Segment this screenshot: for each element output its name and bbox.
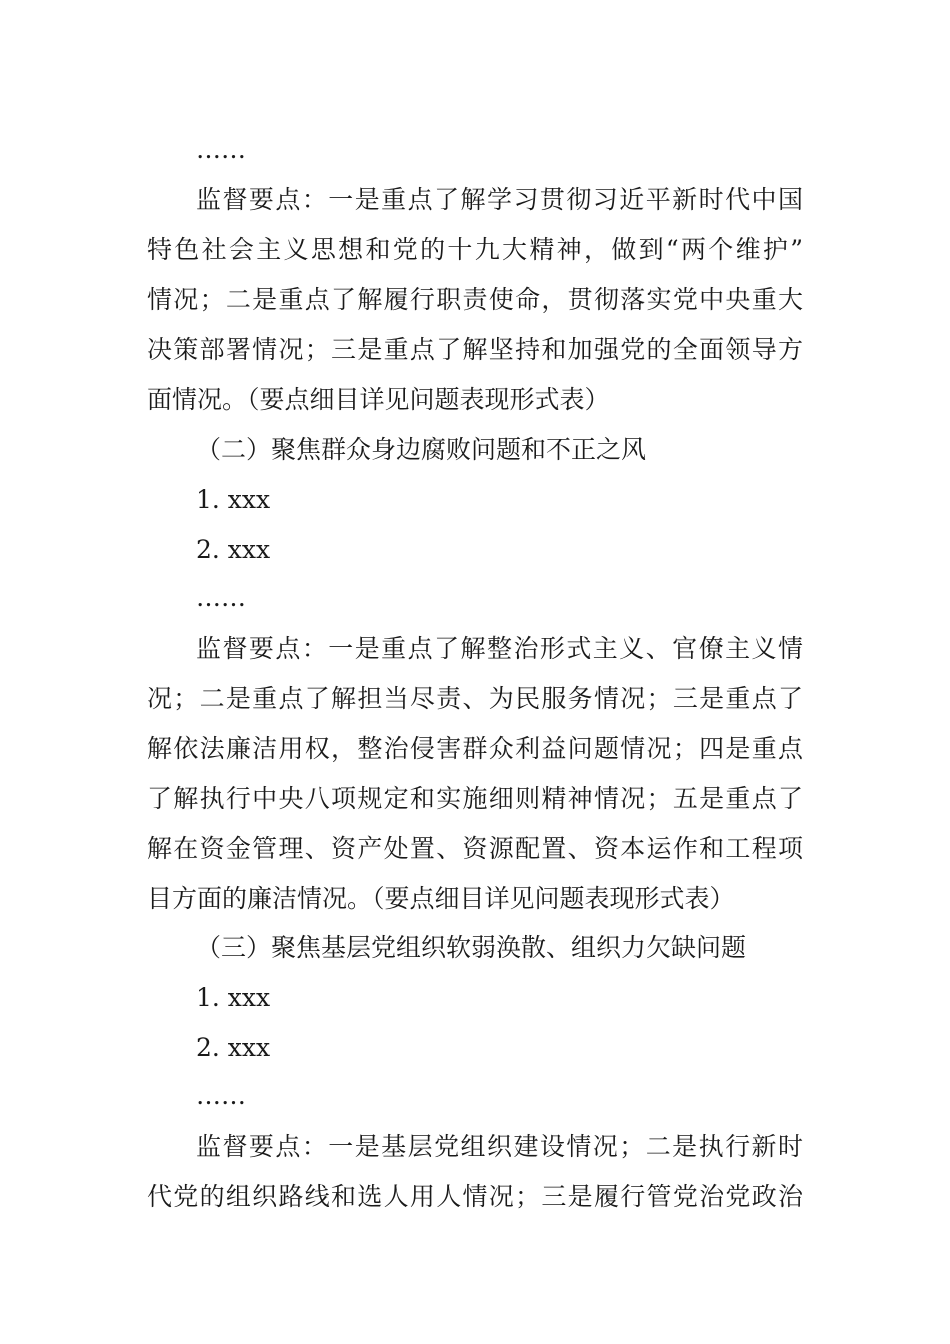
ellipsis: …… <box>196 1081 246 1110</box>
list-item: 1. xxx <box>196 485 271 514</box>
list-item: 1. xxx <box>196 983 271 1012</box>
paragraph-line: 代党的组织路线和选人用人情况；三是履行管党治党政治 <box>147 1182 803 1211</box>
paragraph-line: 监督要点：一是重点了解学习贯彻习近平新时代中国 <box>196 185 803 214</box>
ellipsis: …… <box>196 135 246 164</box>
paragraph-line: 监督要点：一是基层党组织建设情况；二是执行新时 <box>196 1132 803 1161</box>
list-item: 2. xxx <box>196 535 271 564</box>
list-item: 2. xxx <box>196 1033 271 1062</box>
paragraph-line: 了解执行中央八项规定和实施细则精神情况；五是重点了 <box>147 784 803 813</box>
paragraph-line: 面情况。（要点细目详见问题表现形式表） <box>147 385 610 414</box>
paragraph-line: 目方面的廉洁情况。（要点细目详见问题表现形式表） <box>147 884 735 913</box>
paragraph-line: 决策部署情况；三是重点了解坚持和加强党的全面领导方 <box>147 335 803 364</box>
paragraph-line: 况；二是重点了解担当尽责、为民服务情况；三是重点了 <box>147 684 803 713</box>
section-heading: （三）聚焦基层党组织软弱涣散、组织力欠缺问题 <box>196 933 747 962</box>
paragraph-line: 解依法廉洁用权，整治侵害群众利益问题情况；四是重点 <box>147 734 803 763</box>
ellipsis: …… <box>196 583 246 612</box>
paragraph-line: 特色社会主义思想和党的十九大精神，做到“两个维护” <box>147 235 803 264</box>
paragraph-line: 情况；二是重点了解履行职责使命，贯彻落实党中央重大 <box>147 285 803 314</box>
paragraph-line: 监督要点：一是重点了解整治形式主义、官僚主义情 <box>196 634 803 663</box>
section-heading: （二）聚焦群众身边腐败问题和不正之风 <box>196 435 647 464</box>
paragraph-line: 解在资金管理、资产处置、资源配置、资本运作和工程项 <box>147 834 803 863</box>
